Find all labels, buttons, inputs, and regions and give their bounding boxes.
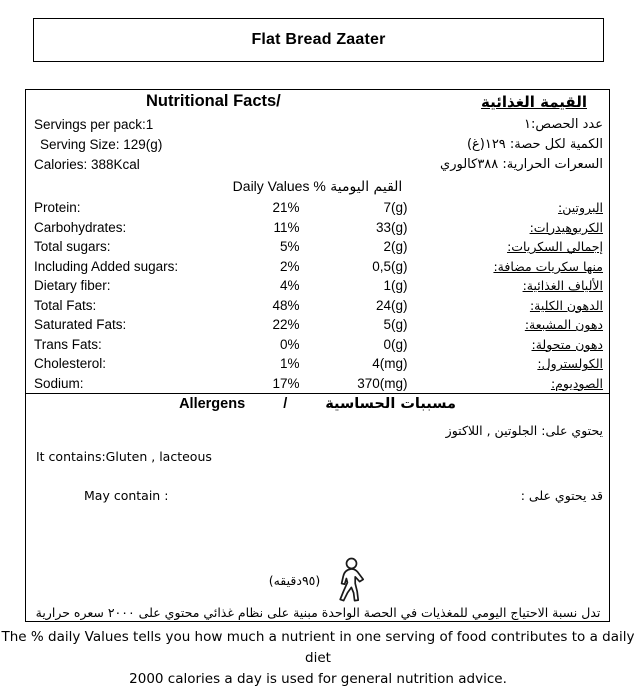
nutrient-row bbox=[26, 218, 610, 238]
may-contain-en: May contain : bbox=[84, 488, 169, 503]
nutrient-amount: 33(g) bbox=[375, 219, 408, 235]
nutrient-amount: 5(g) bbox=[383, 317, 408, 333]
nutrient-name: Cholesterol: bbox=[34, 356, 107, 372]
nutrient-row bbox=[26, 257, 610, 277]
serving-size-row bbox=[26, 136, 610, 156]
footer-english-line2: 2000 calories a day is used for general nutrition advice. bbox=[129, 670, 507, 687]
nutrient-spacer bbox=[416, 218, 476, 238]
nutrient-spacer bbox=[416, 335, 476, 355]
may-contain-ar: قد يحتوي على : bbox=[520, 488, 603, 503]
nutrient-spacer bbox=[416, 276, 476, 296]
nutrient-spacer bbox=[416, 354, 476, 374]
nutrient-name: Total sugars: bbox=[34, 239, 111, 255]
nutrient-name-ar-text: الألياف الغذائية: bbox=[522, 278, 603, 294]
nutrient-name-ar-text: منها سكريات مضافة: bbox=[493, 258, 603, 274]
nutrient-name-ar bbox=[476, 237, 610, 257]
walking-person-icon bbox=[332, 557, 366, 603]
nutrient-name-ar-text: الصوديوم: bbox=[550, 375, 603, 391]
nutrient-name-ar bbox=[476, 276, 610, 296]
nutrient-percent: 4% bbox=[279, 278, 300, 294]
footer-arabic-text: تدل نسبة الاحتياج اليومي للمغذيات في الحصة الواحدة مبنية على نظام غذائي محتوي على ٢٠٠٠ سعره حرارية bbox=[35, 605, 601, 620]
calories-ar: السعرات الحرارية: ٣٨٨كالوري bbox=[440, 157, 603, 172]
nutrient-name-ar-text: إجمالي السكريات: bbox=[507, 239, 603, 255]
nutrient-percent: 17% bbox=[272, 375, 300, 391]
contains-row bbox=[26, 419, 610, 482]
may-contain-row bbox=[26, 482, 610, 551]
nutrient-name-ar-text: الكولسترول: bbox=[537, 356, 603, 372]
nutrient-amount: 24(g) bbox=[375, 297, 408, 313]
nutrient-name-ar bbox=[476, 257, 610, 277]
nutrient-row bbox=[26, 296, 610, 316]
nutrient-name: Total Fats: bbox=[34, 297, 97, 313]
facts-header-ar: القيمة الغذائية bbox=[481, 93, 587, 111]
nutrient-amount: 4(mg) bbox=[372, 356, 408, 372]
nutrient-row bbox=[26, 198, 610, 218]
daily-values-header-row bbox=[26, 177, 610, 198]
daily-values-ar: القيم اليومية bbox=[330, 179, 403, 195]
nutrient-spacer bbox=[416, 296, 476, 316]
contains-en: It contains:Gluten , lacteous bbox=[36, 449, 212, 464]
product-title-box bbox=[33, 18, 604, 62]
calories-row bbox=[26, 156, 610, 177]
nutrient-percent: 21% bbox=[272, 200, 300, 216]
nutrient-percent: 0% bbox=[279, 336, 300, 352]
nutrient-name-ar-text: دهون المشبعة: bbox=[524, 317, 603, 333]
nutrient-percent: 11% bbox=[273, 219, 300, 235]
nutrient-row bbox=[26, 374, 610, 394]
nutrient-amount: 0(g) bbox=[383, 336, 408, 352]
facts-header-en: Nutritional Facts/ bbox=[146, 92, 281, 110]
servings-per-pack-ar: عدد الحصص:١ bbox=[523, 117, 603, 132]
allergens-header-sep: / bbox=[283, 396, 288, 412]
nutrient-name-ar-text: البروتين: bbox=[558, 200, 603, 216]
nutrient-row bbox=[26, 276, 610, 296]
nutrient-row bbox=[26, 237, 610, 257]
nutrient-name: Sodium: bbox=[34, 375, 84, 391]
nutrient-spacer bbox=[416, 257, 476, 277]
nutrient-percent: 2% bbox=[279, 258, 300, 274]
contains-ar: يحتوي على: الجلوتين , اللاكتوز bbox=[445, 423, 603, 438]
nutrient-name-ar-text: الدهون الكلية: bbox=[529, 297, 603, 313]
allergens-header-en: Allergens bbox=[179, 396, 246, 412]
footer-english-line1: The % daily Values tells you how much a nutrient in one serving of food contributes to a daily diet bbox=[1, 629, 635, 666]
nutrient-name: Carbohydrates: bbox=[34, 219, 127, 235]
serving-size-en: Serving Size: 129(g) bbox=[40, 137, 163, 152]
nutrient-percent: 1% bbox=[279, 356, 300, 372]
nutrient-amount: 1(g) bbox=[383, 278, 408, 294]
nutrient-percent: 5% bbox=[279, 239, 300, 255]
nutrient-name: Protein: bbox=[34, 200, 81, 216]
nutrient-percent: 48% bbox=[272, 297, 300, 313]
facts-header-row bbox=[26, 90, 610, 117]
daily-values-en: Daily Values % bbox=[232, 178, 326, 194]
page-title: Flat Bread Zaater bbox=[251, 31, 386, 48]
nutrient-name: Dietary fiber: bbox=[34, 278, 111, 294]
nutrient-name-ar-text: دهون متحولة: bbox=[531, 336, 603, 352]
nutrient-amount: 2(g) bbox=[383, 239, 408, 255]
nutrient-row bbox=[26, 315, 610, 335]
footer-note bbox=[0, 605, 636, 690]
nutrient-name-ar bbox=[476, 198, 610, 218]
nutrient-name: Including Added sugars: bbox=[34, 258, 179, 274]
nutrient-spacer bbox=[416, 315, 476, 335]
serving-size-ar: الكمية لكل حصة: ١٢٩(غ) bbox=[466, 137, 603, 152]
nutrient-name-ar bbox=[476, 374, 610, 394]
exercise-duration: (٩٥دقيقه) bbox=[268, 572, 321, 588]
nutrient-amount: 7(g) bbox=[383, 200, 408, 216]
nutrition-facts-table bbox=[25, 89, 610, 622]
nutrient-name: Saturated Fats: bbox=[34, 317, 127, 333]
nutrient-spacer bbox=[416, 374, 476, 394]
nutrient-name-ar bbox=[476, 335, 610, 355]
nutrient-name: Trans Fats: bbox=[34, 336, 102, 352]
allergens-header-row bbox=[26, 394, 610, 420]
nutrient-row bbox=[26, 354, 610, 374]
nutrient-row bbox=[26, 335, 610, 355]
nutrient-amount: 370(mg) bbox=[357, 375, 408, 391]
nutrient-name-ar bbox=[476, 354, 610, 374]
nutrient-spacer bbox=[416, 198, 476, 218]
calories-en: Calories: 388Kcal bbox=[34, 157, 140, 172]
nutrient-name-ar bbox=[476, 218, 610, 238]
nutrient-name-ar-text: الكربوهيدرات: bbox=[529, 219, 603, 235]
allergens-header-ar: مسببات الحساسية bbox=[325, 396, 456, 412]
nutrient-percent: 22% bbox=[272, 317, 300, 333]
nutrient-amount: 0,5(g) bbox=[372, 258, 408, 274]
nutrient-name-ar bbox=[476, 315, 610, 335]
nutrient-spacer bbox=[416, 237, 476, 257]
nutrient-name-ar bbox=[476, 296, 610, 316]
servings-per-pack-en: Servings per pack:1 bbox=[34, 117, 154, 132]
servings-per-pack-row bbox=[26, 116, 610, 136]
